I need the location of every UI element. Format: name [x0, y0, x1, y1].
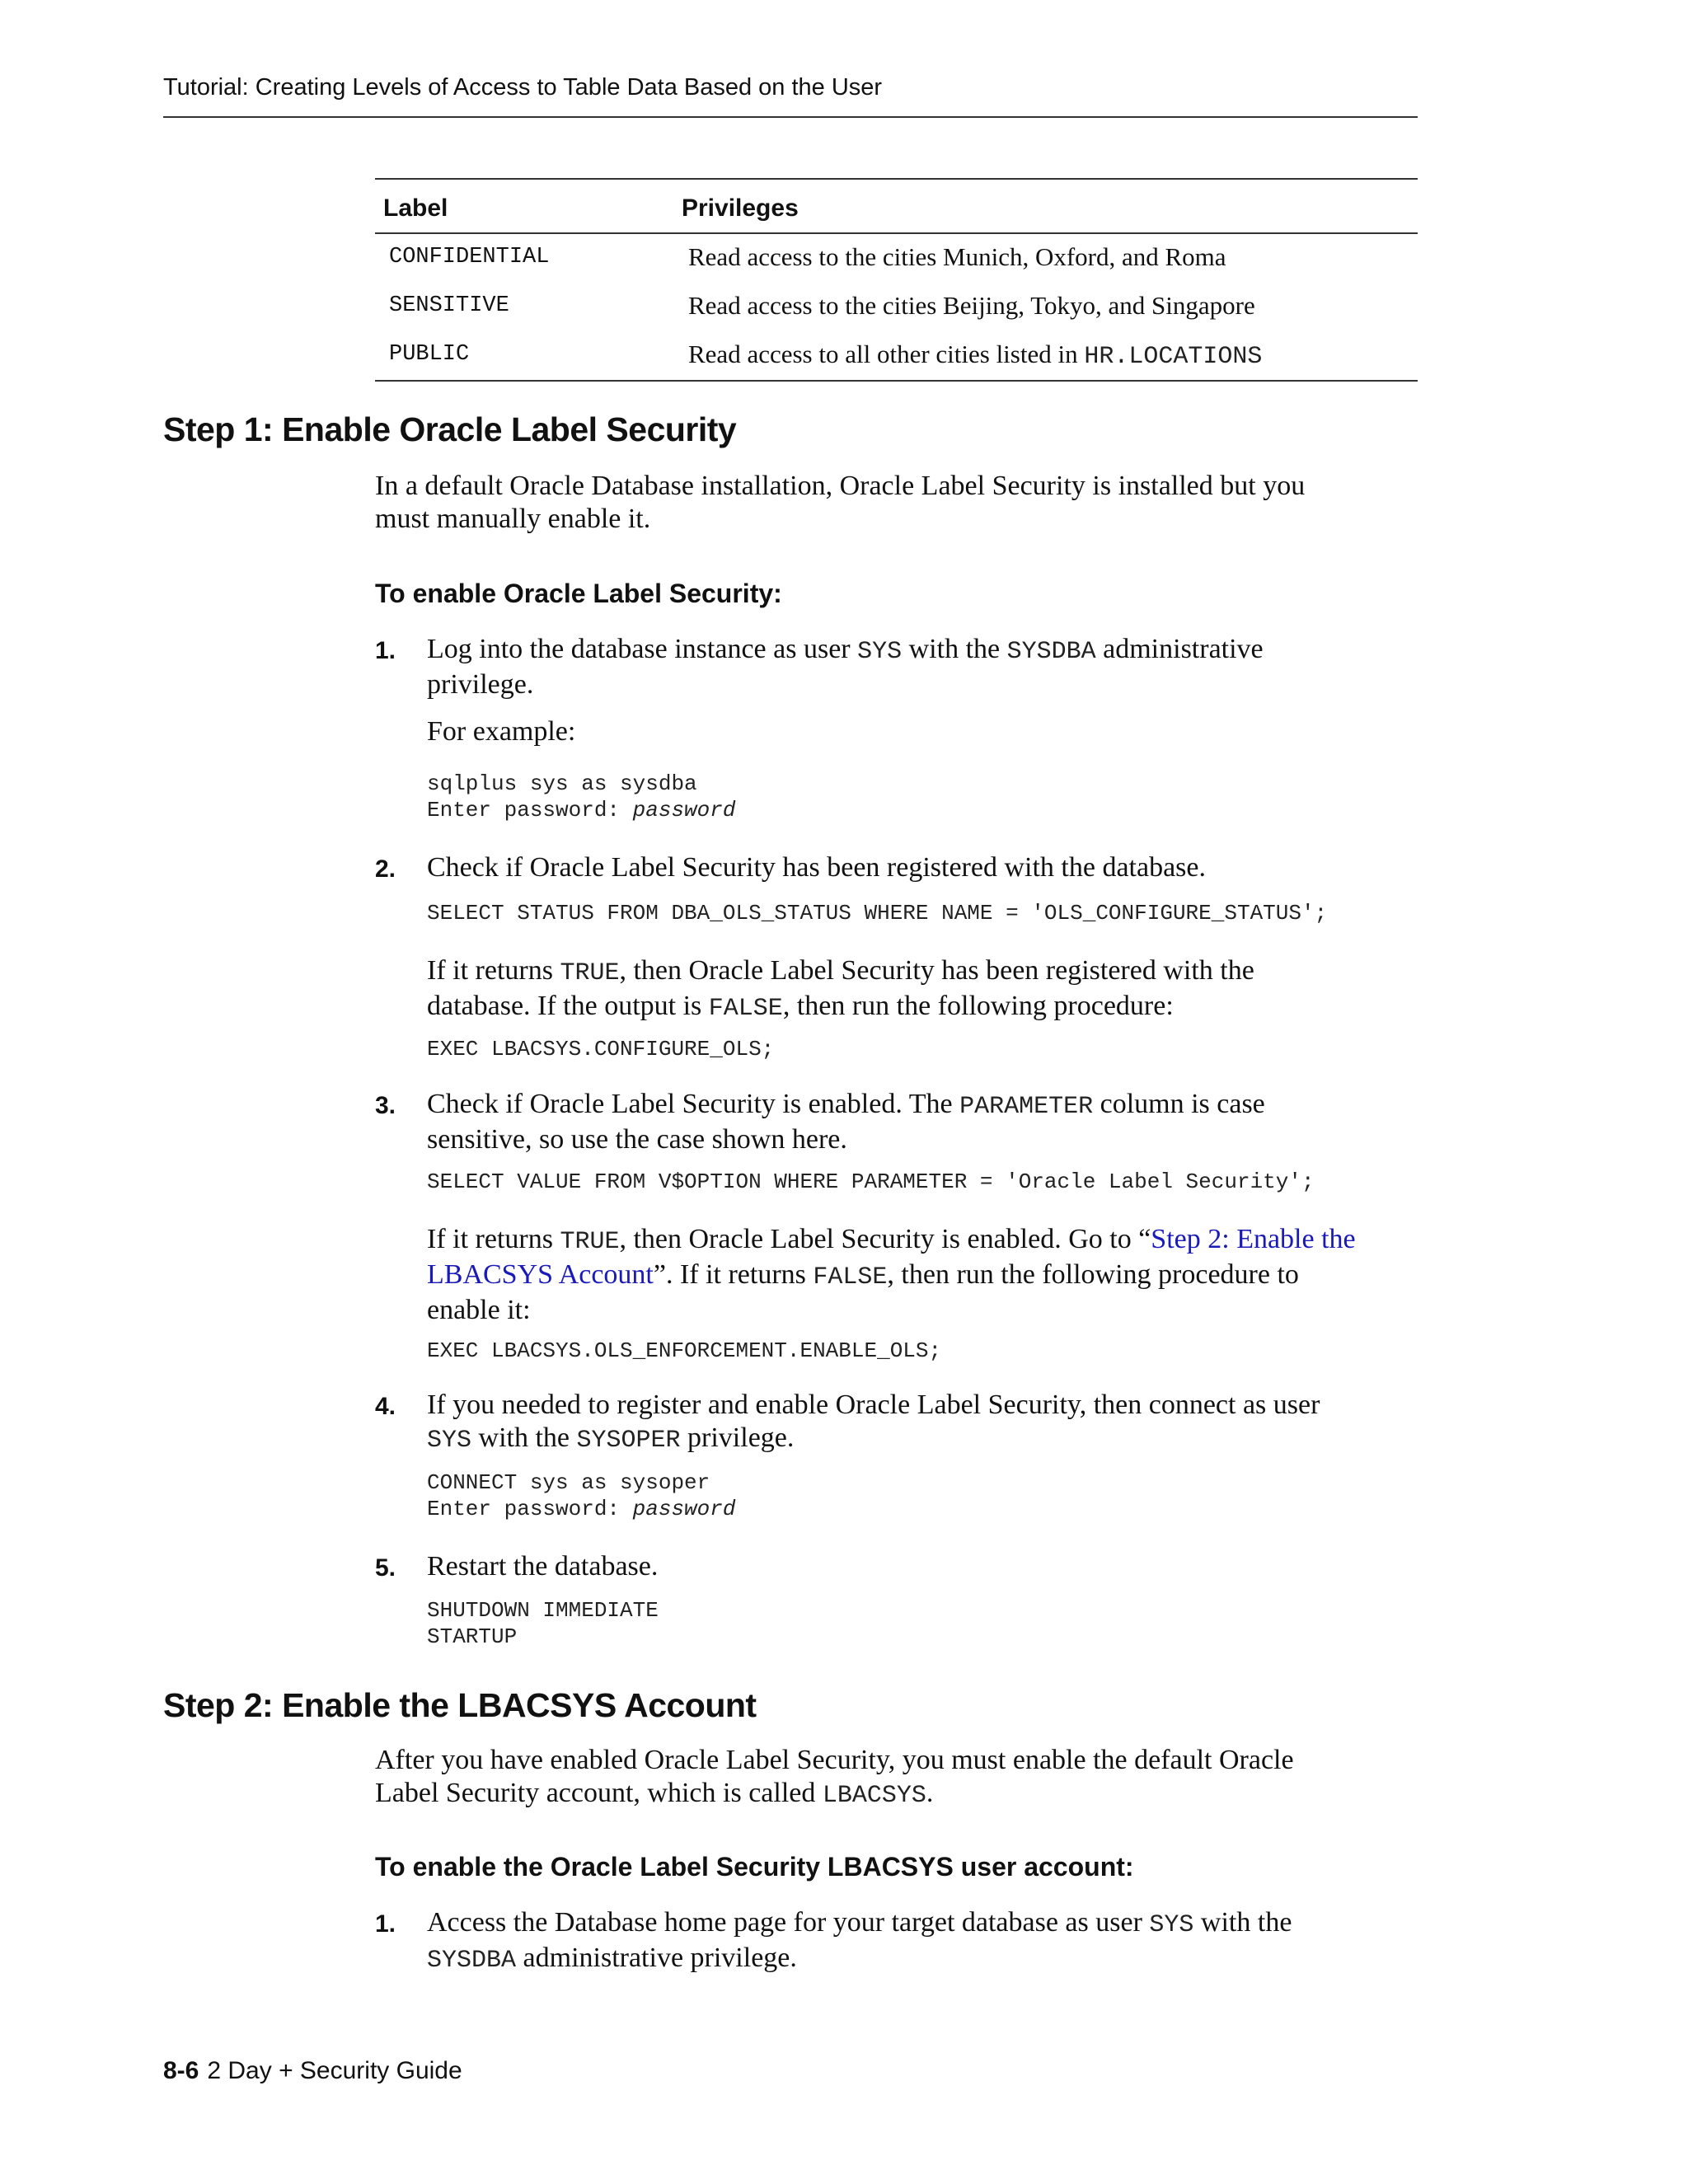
privileges-cell — [688, 340, 1262, 371]
running-header: Tutorial: Creating Levels of Access to Table Data Based on the User — [163, 74, 883, 101]
code-block: EXEC LBACSYS.CONFIGURE_OLS; — [427, 1037, 775, 1062]
label-cell: CONFIDENTIAL — [389, 245, 550, 269]
code-block — [427, 1597, 659, 1650]
step1-intro-line: In a default Oracle Database installation, Oracle Label Security is installed but you — [375, 471, 1306, 501]
text: If you needed to register and enable Oracle Label Security, then connect as user — [427, 1390, 1320, 1420]
page-footer — [163, 2057, 462, 2085]
text: administrative — [1095, 634, 1264, 664]
code-inline: TRUE — [560, 959, 620, 987]
label-cell: PUBLIC — [389, 342, 470, 367]
step1-heading: Step 1: Enable Oracle Label Security — [163, 410, 737, 448]
privileges-cell: Read access to the cities Beijing, Tokyo, and Singapore — [688, 291, 1255, 320]
page-number: 8-6 — [163, 2057, 199, 2084]
step1-intro — [375, 470, 1305, 536]
text: with the — [471, 1422, 577, 1453]
code-line: sqlplus sys as sysdba — [427, 771, 697, 796]
text: Label Security account, which is called — [375, 1778, 823, 1808]
step1-subheading: To enable Oracle Label Security: — [375, 579, 782, 608]
privileges-code: HR.LOCATIONS — [1084, 343, 1263, 371]
code-inline: SYS — [857, 638, 903, 666]
text: If it returns — [427, 955, 560, 986]
text: Access the Database home page for your target database as user — [427, 1907, 1150, 1938]
for-example-text: For example: — [427, 716, 576, 747]
text: with the — [902, 634, 1007, 664]
step1-item2-para — [427, 954, 1424, 1025]
text: Log into the database instance as user — [427, 634, 858, 664]
step1-item3-para — [427, 1223, 1424, 1327]
code-block: EXEC LBACSYS.OLS_ENFORCEMENT.ENABLE_OLS; — [427, 1338, 942, 1363]
text: , then Oracle Label Security is enabled. Go to “ — [619, 1224, 1151, 1254]
table-row — [375, 283, 1418, 331]
text: privilege. — [427, 669, 534, 700]
text: . — [926, 1778, 934, 1808]
text: column is case — [1093, 1089, 1265, 1119]
step2-intro — [375, 1744, 1294, 1812]
code-inline: PARAMETER — [959, 1093, 1094, 1121]
code-line: STARTUP — [427, 1624, 518, 1649]
text: enable it: — [427, 1295, 531, 1325]
step1-item1-text — [427, 633, 1424, 701]
step2-link[interactable]: Step 2: Enable the — [1151, 1224, 1356, 1254]
step2-intro-line: After you have enabled Oracle Label Security, you must enable the default Oracle — [375, 1745, 1294, 1775]
privileges-cell: Read access to the cities Munich, Oxford, and Roma — [688, 242, 1226, 271]
code-block: SELECT VALUE FROM V$OPTION WHERE PARAMETER = 'Oracle Label Security'; — [427, 1169, 1315, 1194]
step1-item2-text: Check if Oracle Label Security has been registered with the database. — [427, 852, 1206, 883]
step-number: 2. — [375, 855, 396, 883]
step-number: 3. — [375, 1092, 396, 1119]
step-number: 5. — [375, 1554, 396, 1582]
label-privileges-table — [375, 178, 1418, 382]
step-number: 1. — [375, 1910, 396, 1938]
step2-subheading: To enable the Oracle Label Security LBACSYS user account: — [375, 1852, 1134, 1882]
code-inline: SYSOPER — [576, 1427, 681, 1455]
header-rule — [163, 116, 1418, 118]
step1-intro-line: must manually enable it. — [375, 504, 651, 534]
code-inline: SYS — [1149, 1911, 1194, 1939]
label-cell: SENSITIVE — [389, 293, 509, 318]
code-inline: SYSDBA — [1006, 638, 1096, 666]
code-block — [427, 1469, 735, 1522]
book-title: 2 Day + Security Guide — [207, 2057, 462, 2084]
code-line: SHUTDOWN IMMEDIATE — [427, 1598, 659, 1623]
code-inline: SYSDBA — [427, 1947, 517, 1975]
text: If it returns — [427, 1224, 560, 1254]
text: , then run the following procedure: — [782, 991, 1174, 1021]
code-placeholder: password — [632, 1497, 736, 1521]
table-header-row — [375, 180, 1418, 234]
column-header-label: Label — [383, 194, 448, 222]
privileges-text: Read access to all other cities listed in — [688, 340, 1085, 368]
code-block: SELECT STATUS FROM DBA_OLS_STATUS WHERE NAME = 'OLS_CONFIGURE_STATUS'; — [427, 901, 1328, 926]
text: ”. If it returns — [653, 1259, 814, 1290]
code-inline: SYS — [427, 1427, 472, 1455]
text: Check if Oracle Label Security is enabled. The — [427, 1089, 960, 1119]
step-number: 1. — [375, 637, 396, 664]
code-inline: TRUE — [560, 1228, 620, 1256]
text: database. If the output is — [427, 991, 709, 1021]
column-header-privileges: Privileges — [682, 194, 799, 222]
step2-link[interactable]: LBACSYS Account — [427, 1259, 654, 1290]
code-inline: LBACSYS — [822, 1782, 926, 1810]
step1-item3-text — [427, 1088, 1424, 1156]
text: , then Oracle Label Security has been registered with the — [619, 955, 1254, 986]
code-block — [427, 771, 735, 823]
code-placeholder: password — [632, 798, 736, 823]
text: administrative privilege. — [516, 1943, 797, 1973]
code-line: Enter password: — [427, 798, 633, 823]
step1-item4-text — [427, 1389, 1424, 1457]
step2-heading: Step 2: Enable the LBACSYS Account — [163, 1686, 757, 1724]
step-number: 4. — [375, 1393, 396, 1420]
code-line: Enter password: — [427, 1497, 633, 1521]
text: with the — [1193, 1907, 1292, 1938]
code-line: CONNECT sys as sysoper — [427, 1470, 710, 1495]
code-inline: FALSE — [813, 1263, 888, 1291]
step2-item1-text — [427, 1906, 1424, 1977]
table-row — [375, 331, 1418, 382]
table-row — [375, 234, 1418, 283]
code-inline: FALSE — [708, 995, 783, 1023]
text: , then run the following procedure to — [887, 1259, 1299, 1290]
text: sensitive, so use the case shown here. — [427, 1124, 847, 1155]
text: privilege. — [680, 1422, 795, 1453]
step1-item5-text: Restart the database. — [427, 1551, 659, 1582]
